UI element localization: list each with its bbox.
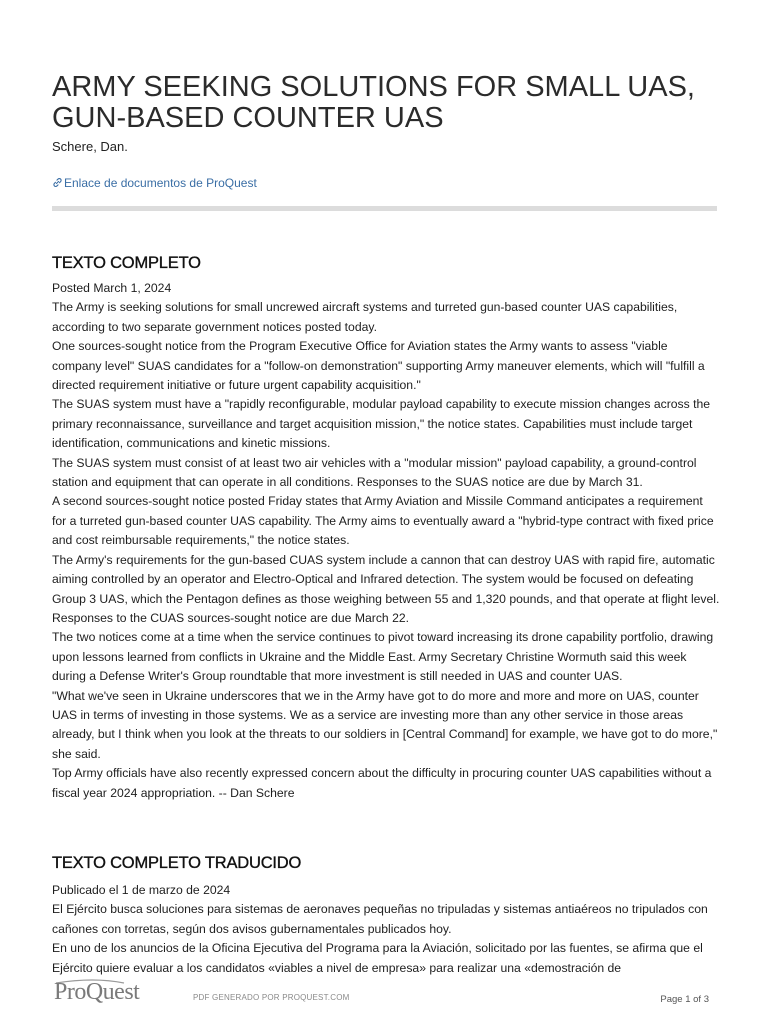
paragraph: A second sources-sought notice posted Friday states that Army Aviation and Missile Command anticipates a requirement for a turreted gun-based counter UAS capability. The Army aims to eventually award a "hybrid-type contract with fixed price and cost reimbursable requirements," the notice states. [52,494,714,548]
paragraph: En uno de los anuncios de la Oficina Ejecutiva del Programa para la Aviación, solicitado por las fuentes, se afirma que el Ejército quiere evaluar a los candidatos «viables a nivel de empresa» para realizar una «demostración de [52,941,703,975]
page-number: Page 1 of 3 [660,994,709,1005]
logo-text: ProQuest [54,979,140,1005]
paragraph: "What we've seen in Ukraine underscores that we in the Army have got to do more and more and more on UAS, counter UAS in terms of investing in those systems. We as a service are investing more than any other service in those areas already, but I think when you look at the threats to our soldiers in [Central Command] for example, we have got to do more," she said. [52,688,718,761]
paragraph: The Army is seeking solutions for small uncrewed aircraft systems and turreted gun-based counter UAS capabilities, according to two separate government notices posted today. [52,300,678,334]
proquest-document-link[interactable] [52,176,257,190]
paragraph: Top Army officials have also recently expressed concern about the difficulty in procuring counter UAS capabilities without a fiscal year 2024 appropriation. -- Dan Schere [52,766,712,800]
page-footer [0,976,768,1024]
paragraph: The SUAS system must have a "rapidly reconfigurable, modular payload capability to execute mission changes across the primary reconnaissance, surveillance and target acquisition mission," the notice states. Capabilities must include target identification, communications and kinetic missions. [52,397,711,451]
translated-text-heading: TEXTO COMPLETO TRADUCIDO [52,854,302,872]
paragraph: The two notices come at a time when the service continues to pivot toward increasing its drone capability portfolio, drawing upon lessons learned from conflicts in Ukraine and the Middle East. Army Secretary Christine Wormuth said this week during a Defense Writer's Group roundtable that more investment is still needed in UAS and counter UAS. [52,630,714,684]
paragraph: Responses to the CUAS sources-sought notice are due March 22. [52,610,410,625]
full-text-body [52,279,720,803]
link-icon [52,177,63,188]
paragraph: Publicado el 1 de marzo de 2024 [52,883,231,897]
full-text-heading: TEXTO COMPLETO [52,254,201,272]
paragraph: The Army's requirements for the gun-based CUAS system include a cannon that can destroy UAS with rapid fire, automatic aiming controlled by an operator and Electro-Optical and Infrared detection. The system would be focused on defeating Group 3 UAS, which the Pentagon defines as those weighing between 55 and 1,320 pounds, and that operate at flight level. [52,552,720,606]
paragraph: The SUAS system must consist of at least two air vehicles with a "modular mission" payload capability, a ground-control station and equipment that can operate in all conditions. Responses to the SUAS notice are due by March 31. [52,455,697,490]
paragraph: El Ejército busca soluciones para sistemas de aeronaves pequeñas no tripuladas y sistemas antiaéreos no tripulados con cañones con torretas, según dos avisos gubernamentales publicados hoy. [52,902,708,936]
generated-by-label: PDF GENERADO POR PROQUEST.COM [193,993,350,1002]
translated-text-body [52,881,720,978]
page-title: ARMY SEEKING SOLUTIONS FOR SMALL UAS, GUN-BASED COUNTER UAS [52,71,695,134]
paragraph: Posted March 1, 2024 [52,281,172,295]
doc-link-label[interactable]: Enlace de documentos de ProQuest [64,176,257,190]
paragraph: One sources-sought notice from the Program Executive Office for Aviation states the Army wants to assess "viable company level" SUAS candidates for a "follow-on demonstration" supporting Army maneuver elements, which will "fulfill a directed requirement initiative or future urgent capability acquisition." [52,339,705,393]
section-divider [52,206,717,211]
author-name: Schere, Dan. [52,139,128,154]
proquest-logo [54,979,164,1011]
